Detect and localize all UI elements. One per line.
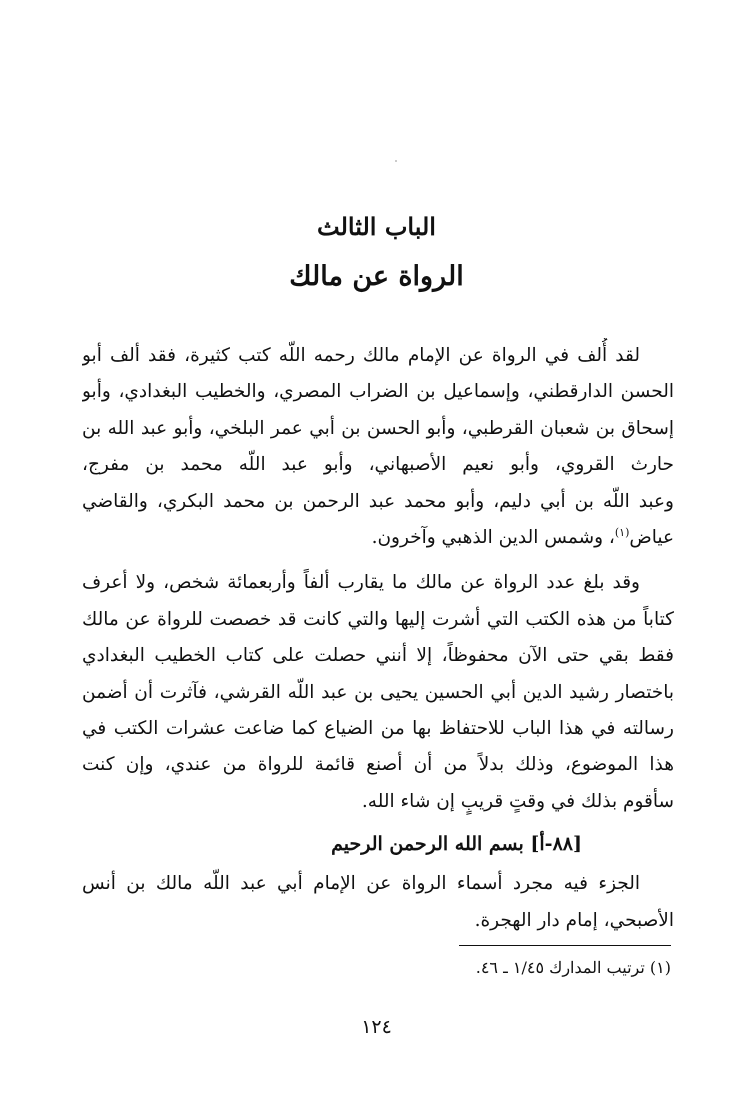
text-line: حارث القروي، وأبو نعيم الأصبهاني، وأبو عبد اللّه محمد بن مفرج،	[82, 454, 674, 476]
text-line: الجزء فيه مجرد أسماء الرواة عن الإمام أبي عبد اللّه مالك بن أنس	[82, 873, 640, 895]
footnote-divider	[459, 945, 671, 946]
paragraph-2	[82, 565, 674, 820]
text-line: فقط بقي حتى الآن محفوظاً، إلا أنني حصلت على كتاب الخطيب البغدادي	[82, 645, 674, 667]
text-line: إسحاق بن شعبان القرطبي، وأبو الحسن بن أبي عمر البلخي، وأبو عبد الله بن	[82, 417, 674, 439]
footnote: (١) ترتيب المدارك ١/٤٥ ـ ٤٦.	[475, 958, 671, 977]
text-line: رسالته في هذا الباب للاحتفاظ بها من الضياع كما ضاعت عشرات الكتب في	[82, 718, 674, 740]
text-line: باختصار رشيد الدين أبي الحسين يحيى بن عبد اللّه القرشي، فآثرت أن أضمن	[82, 681, 674, 703]
text-line: لقد أُلف في الرواة عن الإمام مالك رحمه اللّه كتب كثيرة، فقد ألف أبو	[82, 345, 640, 366]
chapter-title: الباب الثالث	[317, 212, 436, 241]
chapter-subtitle: الرواة عن مالك	[289, 261, 464, 292]
text-line: الحسن الدارقطني، وإسماعيل بن الضراب المصري، والخطيب البغدادي، وأبو	[82, 381, 674, 403]
text-line: هذا الموضوع، وذلك بدلاً من أن أصنع قائمة للرواة من عندي، وإن كنت	[82, 754, 674, 776]
paragraph-1	[82, 338, 674, 556]
text-fragment: ، وشمس الدين الذهبي وآخرون.	[371, 527, 615, 549]
text-line: وقد بلغ عدد الرواة عن مالك ما يقارب ألفاً وأربعمائة شخص، ولا أعرف	[82, 572, 640, 594]
text-line: سأقوم بذلك في وقتٍ قريبٍ إن شاء الله.	[361, 790, 674, 812]
page-number: ١٢٤	[361, 1016, 392, 1038]
text-line	[82, 520, 674, 556]
paragraph-3	[82, 866, 674, 939]
footnote-marker: (١)	[614, 525, 630, 539]
text-line: الأصبحي، إمام دار الهجرة.	[474, 909, 674, 931]
section-heading: [٨٨-أ] بسم الله الرحمن الرحيم	[331, 833, 582, 856]
main-text	[82, 338, 674, 939]
text-fragment: عياض	[629, 527, 674, 549]
text-line: وعبد اللّه بن أبي دليم، وأبو محمد عبد الرحمن بن محمد البكري، والقاضي	[82, 490, 674, 512]
text-line: كتاباً من هذه الكتب التي أشرت إليها والتي كانت قد خصصت للرواة عن مالك	[82, 608, 674, 630]
scan-speck	[395, 160, 397, 162]
